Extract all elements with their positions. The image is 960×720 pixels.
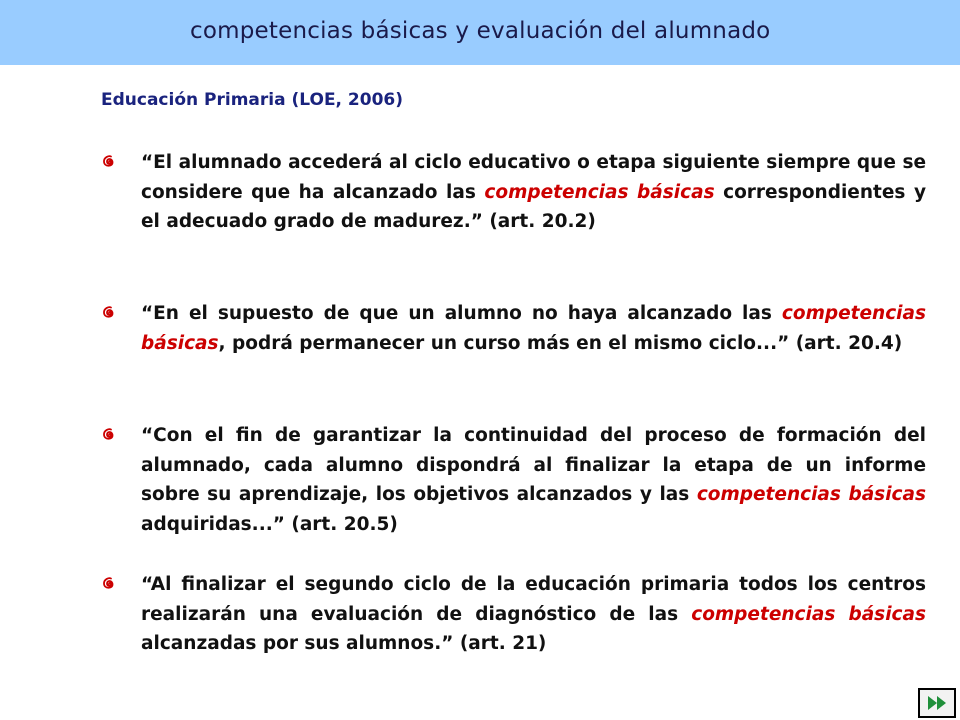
highlighted-term: competencias básicas [484,181,715,203]
bullet-text [141,299,926,358]
double-arrow-icon [920,690,954,716]
bullet-text [141,148,926,237]
spiral-bullet-icon [100,304,116,320]
text-segment: alcanzadas por sus alumnos.” (art. 21) [141,633,547,655]
bullet-text [141,570,926,659]
text-segment: “El alumnado accederá al ciclo educativo o etapa siguiente siempre que se considere que ha alcanzado las [141,152,926,203]
text-segment: “Con el fin de garantizar la continuidad del proceso de formación del alumnado, cada alumno dispondrá al finalizar la etapa de un informe sobre su aprendizaje, los objetivos alcanzados y las [141,425,926,506]
text-segment: “En el supuesto de que un alumno no haya alcanzado las [141,303,782,324]
spiral-bullet-icon [100,153,116,169]
text-segment: “Al finalizar el segundo ciclo de la educación primaria todos los centros realizarán una evaluación de diagnóstico de las [141,574,926,625]
spiral-bullet-icon [100,575,116,591]
highlighted-term: competencias básicas [696,484,926,506]
highlighted-term: competencias básicas [691,603,926,625]
bullet-text [141,421,926,539]
text-segment: correspondientes y el adecuado grado de madurez.” (art. 20.2) [141,181,927,233]
spiral-bullet-icon [100,426,116,442]
slide-title: competencias básicas y evaluación del alumnado [190,18,771,44]
highlighted-term: competencias básicas [141,303,926,354]
text-segment: adquiridas...” (art. 20.5) [141,513,398,535]
text-segment: , podrá permanecer un curso más en el mismo ciclo...” (art. 20.4) [218,332,903,354]
next-slide-button[interactable] [918,688,956,718]
section-title: Educación Primaria (LOE, 2006) [101,90,404,110]
